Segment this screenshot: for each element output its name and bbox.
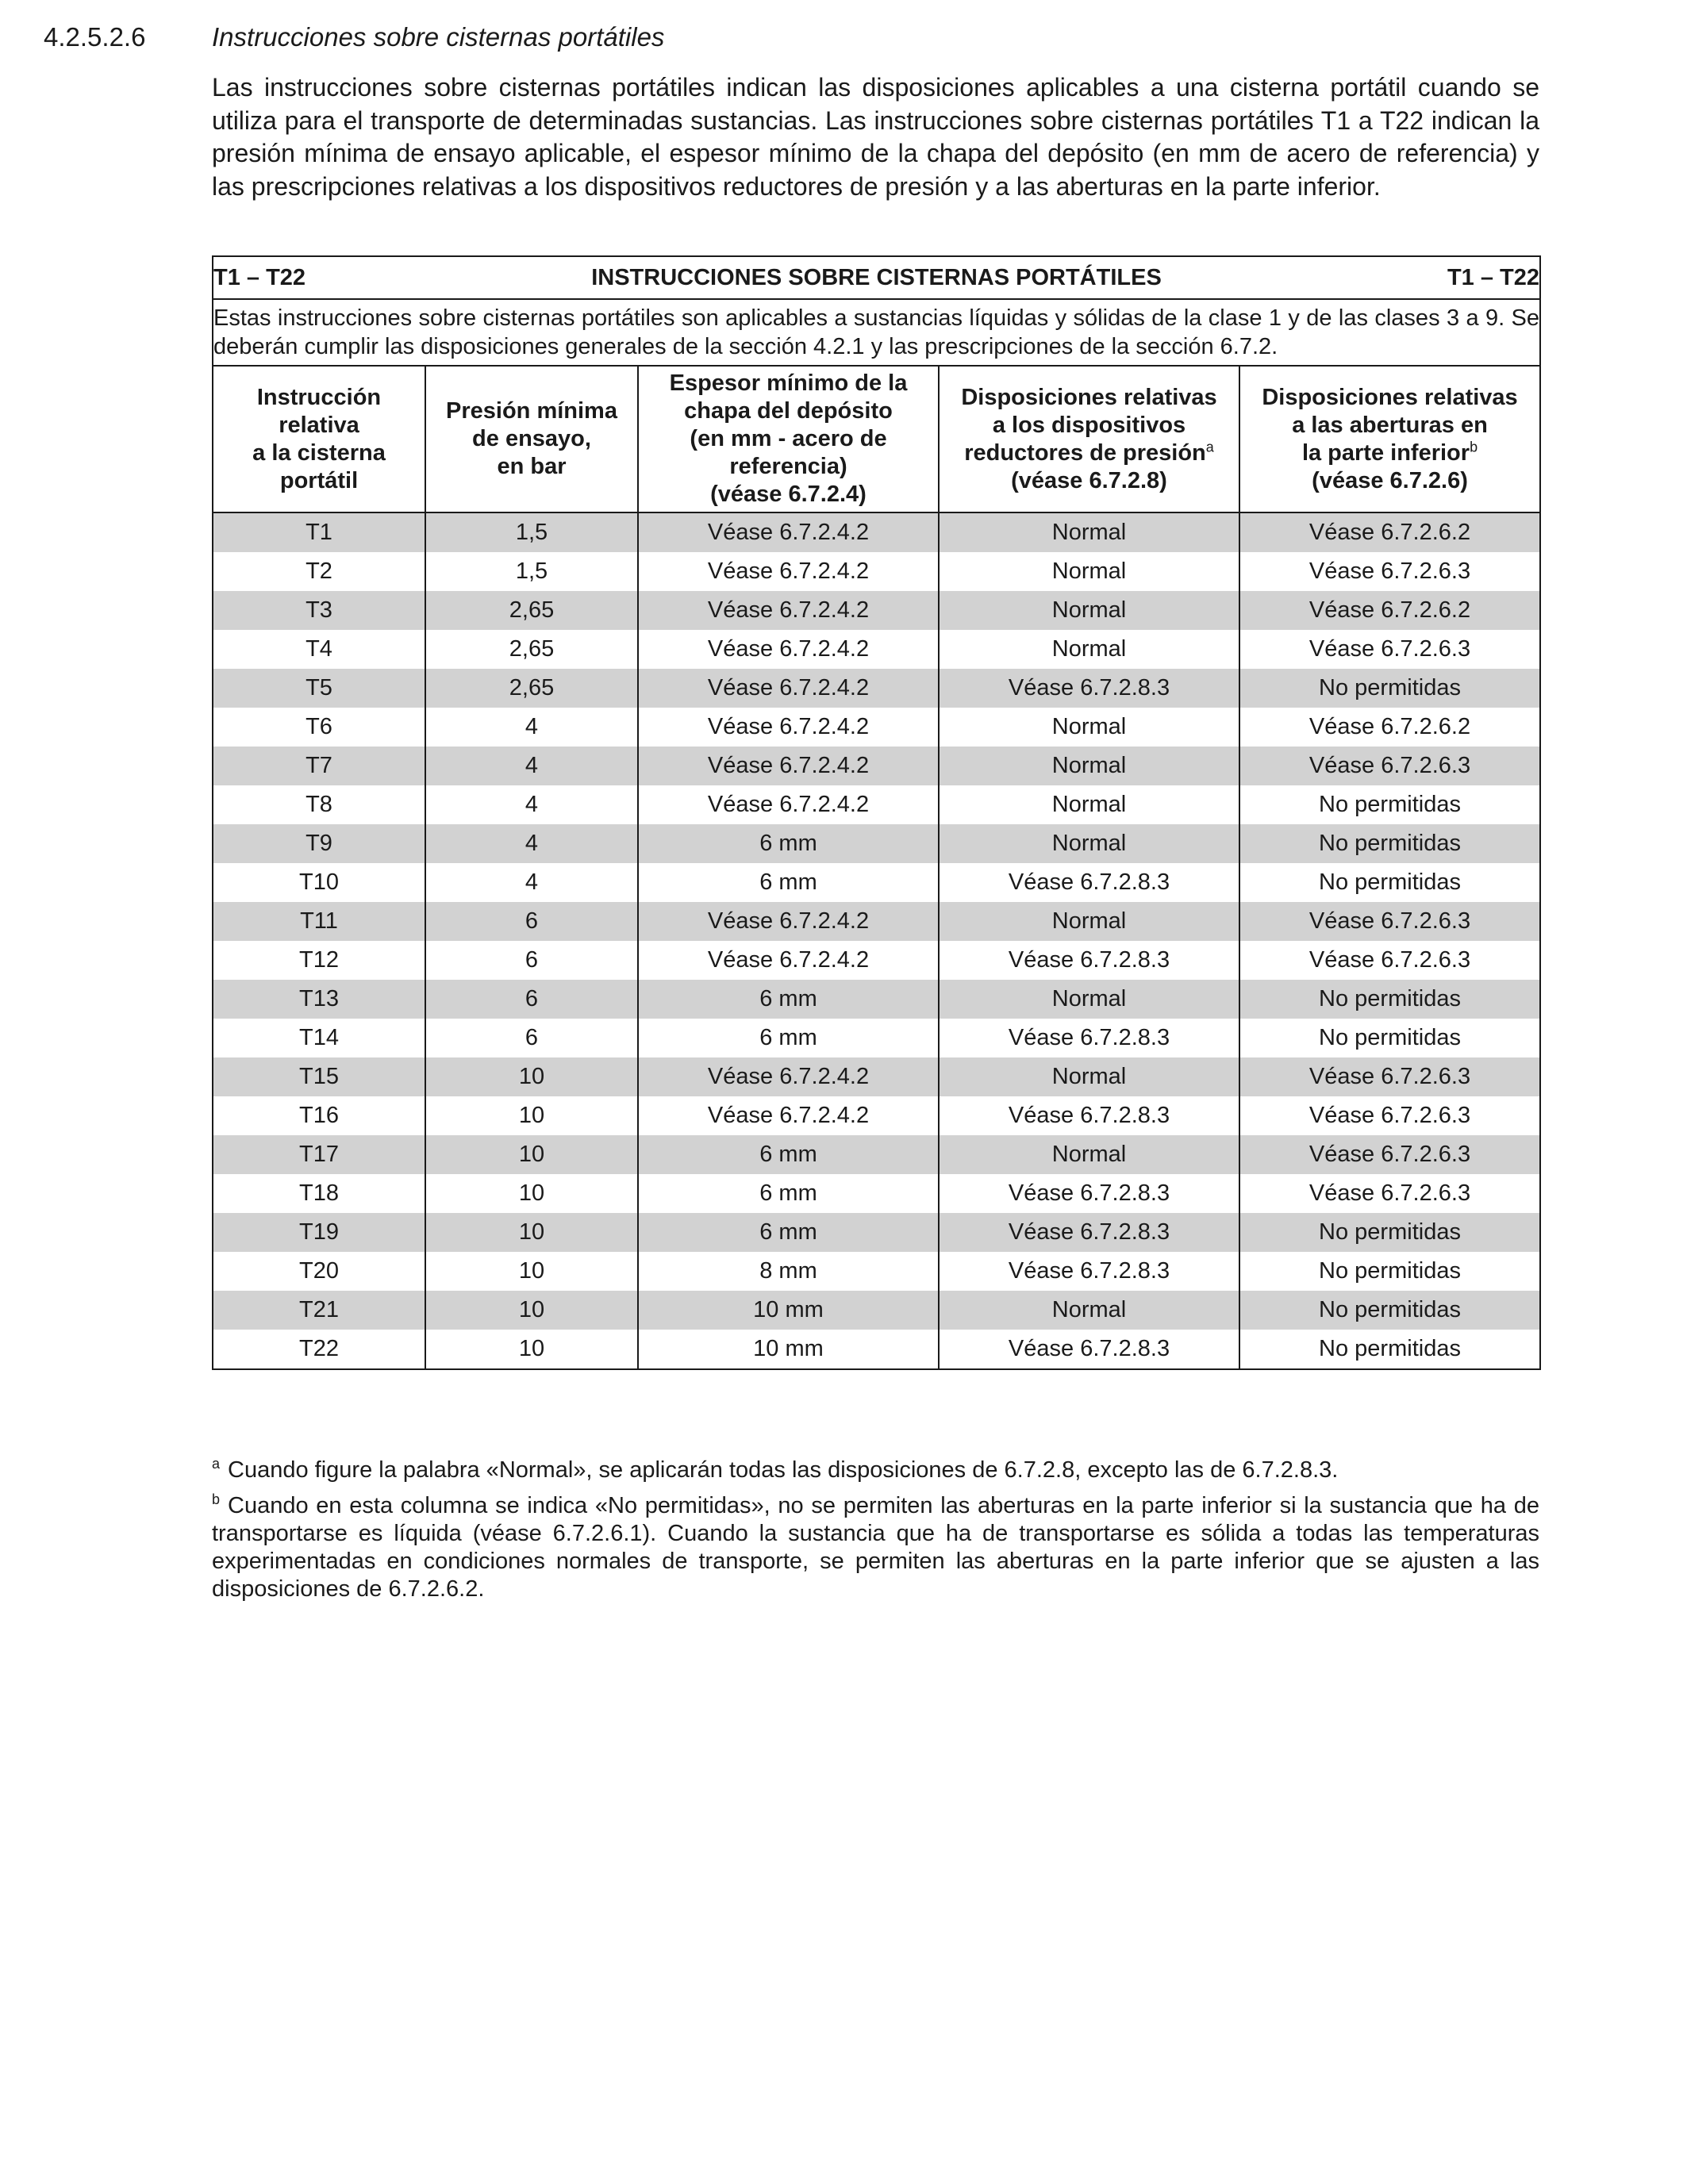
- table-cell: Normal: [939, 980, 1239, 1019]
- table-cell: 10: [425, 1096, 638, 1135]
- table-cell: 8 mm: [638, 1252, 939, 1291]
- table-code-left: T1 – T22: [213, 264, 306, 290]
- table-cell: Véase 6.7.2.8.3: [939, 1096, 1239, 1135]
- table-cell: 6 mm: [638, 1135, 939, 1174]
- table-row: [213, 1330, 1540, 1369]
- table-cell: No permitidas: [1239, 785, 1540, 824]
- table-cell: 2,65: [425, 630, 638, 669]
- table-cell: Véase 6.7.2.8.3: [939, 669, 1239, 708]
- table-cell: 6 mm: [638, 863, 939, 902]
- table-cell: 6: [425, 902, 638, 941]
- table-cell: Véase 6.7.2.4.2: [638, 785, 939, 824]
- table-row: [213, 630, 1540, 669]
- footnote-mark-b: b: [1470, 438, 1478, 455]
- table-cell: T14: [213, 1019, 425, 1057]
- table-code-right: T1 – T22: [1447, 264, 1539, 290]
- table-cell: T17: [213, 1135, 425, 1174]
- table-cell: 4: [425, 863, 638, 902]
- table-cell: Véase 6.7.2.4.2: [638, 708, 939, 747]
- table-applicability-text: Estas instrucciones sobre cisternas portátiles son aplicables a sustancias líquidas y sólidas de la clase 1 y de las clases 3 a 9. Se deberán cumplir las disposiciones generales de la sección 4.2.1 y las prescripciones de la sección 6.7.2.: [213, 299, 1540, 366]
- table-cell: Véase 6.7.2.8.3: [939, 1330, 1239, 1369]
- table-cell: T13: [213, 980, 425, 1019]
- table-cell: Véase 6.7.2.8.3: [939, 1213, 1239, 1252]
- table-row: [213, 941, 1540, 980]
- table-cell: Véase 6.7.2.4.2: [638, 747, 939, 785]
- table-row: [213, 863, 1540, 902]
- footnote-mark-a: a: [1205, 438, 1214, 455]
- table-cell: Véase 6.7.2.6.3: [1239, 1135, 1540, 1174]
- table-cell: Normal: [939, 1057, 1239, 1096]
- header-instruction: Instrucción relativa a la cisterna portátil: [213, 366, 425, 512]
- table-cell: 10: [425, 1057, 638, 1096]
- table-cell: Normal: [939, 591, 1239, 630]
- table-cell: 6: [425, 941, 638, 980]
- table-cell: T15: [213, 1057, 425, 1096]
- header-min-shell-thickness: Espesor mínimo de la chapa del depósito (en mm - acero de referencia) (véase 6.7.2.4): [638, 366, 939, 512]
- table-cell: Véase 6.7.2.6.2: [1239, 708, 1540, 747]
- table-cell: No permitidas: [1239, 1291, 1540, 1330]
- table-cell: Véase 6.7.2.6.3: [1239, 747, 1540, 785]
- table-cell: Véase 6.7.2.4.2: [638, 630, 939, 669]
- table-cell: 4: [425, 824, 638, 863]
- table-cell: 10: [425, 1213, 638, 1252]
- table-row: [213, 824, 1540, 863]
- table-cell: T2: [213, 552, 425, 591]
- table-row: [213, 1174, 1540, 1213]
- table-cell: 6 mm: [638, 824, 939, 863]
- table-body: [213, 512, 1540, 1369]
- table-row: [213, 980, 1540, 1019]
- table-cell: Véase 6.7.2.4.2: [638, 552, 939, 591]
- table-cell: T1: [213, 512, 425, 552]
- table-row: [213, 669, 1540, 708]
- table-cell: Normal: [939, 630, 1239, 669]
- table-cell: Véase 6.7.2.6.3: [1239, 902, 1540, 941]
- table-row: [213, 512, 1540, 552]
- footnote-b: $^b$ Cuando en esta columna se indica «No permitidas», no se permiten las aberturas en la parte inferior si la sustancia que ha de transportarse es líquida (véase 6.7.2.6.1). Cuando la sustancia que ha de transportarse es sólida a todas las temperaturas experimentadas en condiciones normales de transporte, se permiten las aberturas en la parte inferior que se ajusten a las disposiciones de 6.7.2.6.2.: [212, 1491, 1539, 1602]
- table-cell: No permitidas: [1239, 1019, 1540, 1057]
- table-cell: 6 mm: [638, 1174, 939, 1213]
- table-cell: Véase 6.7.2.6.3: [1239, 941, 1540, 980]
- table-cell: T9: [213, 824, 425, 863]
- header-pressure-relief-provisions: Disposiciones relativas a los dispositivos reductores de presión$^a$ (véase 6.7.2.8): [939, 366, 1239, 512]
- table-cell: T10: [213, 863, 425, 902]
- table-cell: 1,5: [425, 552, 638, 591]
- table-cell: Véase 6.7.2.6.3: [1239, 630, 1540, 669]
- table-cell: Véase 6.7.2.4.2: [638, 902, 939, 941]
- table-cell: No permitidas: [1239, 1252, 1540, 1291]
- table-row: [213, 1019, 1540, 1057]
- table-cell: T19: [213, 1213, 425, 1252]
- table-row: [213, 1135, 1540, 1174]
- table-cell: No permitidas: [1239, 824, 1540, 863]
- table-row: [213, 708, 1540, 747]
- table-cell: 4: [425, 708, 638, 747]
- table-cell: T11: [213, 902, 425, 941]
- table-cell: No permitidas: [1239, 863, 1540, 902]
- table-row: [213, 1291, 1540, 1330]
- table-cell: T18: [213, 1174, 425, 1213]
- footnote-a: $^a$ Cuando figure la palabra «Normal», se aplicarán todas las disposiciones de 6.7.2.8, excepto las de 6.7.2.8.3.: [212, 1456, 1339, 1483]
- table-row: [213, 1213, 1540, 1252]
- table-cell: Véase 6.7.2.8.3: [939, 1174, 1239, 1213]
- table-cell: 4: [425, 747, 638, 785]
- table-cell: 10: [425, 1330, 638, 1369]
- table-cell: 2,65: [425, 669, 638, 708]
- table-cell: No permitidas: [1239, 669, 1540, 708]
- table-row: [213, 747, 1540, 785]
- table-cell: Normal: [939, 1135, 1239, 1174]
- table-cell: No permitidas: [1239, 980, 1540, 1019]
- table-cell: Véase 6.7.2.6.3: [1239, 1096, 1540, 1135]
- table-cell: T12: [213, 941, 425, 980]
- intro-paragraph: Las instrucciones sobre cisternas portátiles indican las disposiciones aplicables a una cisterna portátil cuando se utiliza para el transporte de determinadas sustancias. Las instrucciones sobre cisternas portátiles T1 a T22 indican la presión mínima de ensayo aplicable, el espesor mínimo de la chapa del depósito (en mm de acero de referencia) y las prescripciones relativas a los dispositivos reductores de presión y a las aberturas en la parte inferior.: [212, 73, 1539, 201]
- table-cell: T20: [213, 1252, 425, 1291]
- table-cell: Normal: [939, 747, 1239, 785]
- table-cell: Normal: [939, 785, 1239, 824]
- table-row: [213, 902, 1540, 941]
- table-header-row: [213, 366, 1540, 512]
- table-cell: Véase 6.7.2.4.2: [638, 669, 939, 708]
- table-cell: Véase 6.7.2.4.2: [638, 591, 939, 630]
- table-cell: Véase 6.7.2.6.3: [1239, 1174, 1540, 1213]
- table-cell: 6: [425, 1019, 638, 1057]
- table-cell: Normal: [939, 708, 1239, 747]
- table-cell: T5: [213, 669, 425, 708]
- table-cell: 10: [425, 1174, 638, 1213]
- table-cell: T8: [213, 785, 425, 824]
- section-title: Instrucciones sobre cisternas portátiles: [212, 22, 665, 52]
- table-cell: 10: [425, 1291, 638, 1330]
- header-bottom-opening-provisions: Disposiciones relativas a las aberturas en la parte inferior$^b$ (véase 6.7.2.6): [1239, 366, 1540, 512]
- table-cell: 2,65: [425, 591, 638, 630]
- table-cell: Normal: [939, 512, 1239, 552]
- table-row: [213, 1096, 1540, 1135]
- table-cell: Normal: [939, 902, 1239, 941]
- table-cell: 6: [425, 980, 638, 1019]
- table-applicability-row: [213, 299, 1540, 366]
- table-row: [213, 591, 1540, 630]
- table-cell: Véase 6.7.2.8.3: [939, 1019, 1239, 1057]
- table-cell: T3: [213, 591, 425, 630]
- table-row: [213, 785, 1540, 824]
- table-cell: 1,5: [425, 512, 638, 552]
- table-cell: No permitidas: [1239, 1213, 1540, 1252]
- table-cell: Véase 6.7.2.4.2: [638, 1096, 939, 1135]
- table-cell: 6 mm: [638, 1019, 939, 1057]
- table-cell: 6 mm: [638, 980, 939, 1019]
- header-min-test-pressure: Presión mínima de ensayo, en bar: [425, 366, 638, 512]
- table-cell: Véase 6.7.2.6.3: [1239, 1057, 1540, 1096]
- footnotes: [212, 1457, 1539, 1611]
- table-cell: 6 mm: [638, 1213, 939, 1252]
- table-title-row: [213, 256, 1540, 299]
- table-cell: T22: [213, 1330, 425, 1369]
- table-cell: 10: [425, 1135, 638, 1174]
- table-cell: 10: [425, 1252, 638, 1291]
- table-cell: Véase 6.7.2.4.2: [638, 941, 939, 980]
- table-cell: Véase 6.7.2.4.2: [638, 512, 939, 552]
- table-cell: T4: [213, 630, 425, 669]
- table-row: [213, 552, 1540, 591]
- table-cell: Véase 6.7.2.6.2: [1239, 512, 1540, 552]
- table-cell: T6: [213, 708, 425, 747]
- table-cell: 10 mm: [638, 1291, 939, 1330]
- table-row: [213, 1252, 1540, 1291]
- table-cell: Normal: [939, 1291, 1239, 1330]
- section-number: 4.2.5.2.6: [44, 22, 146, 52]
- table-cell: T21: [213, 1291, 425, 1330]
- table-cell: T7: [213, 747, 425, 785]
- table-cell: Véase 6.7.2.4.2: [638, 1057, 939, 1096]
- table-cell: Normal: [939, 824, 1239, 863]
- table-row: [213, 1057, 1540, 1096]
- portable-tank-instructions-table: [212, 255, 1541, 1370]
- table-cell: Normal: [939, 552, 1239, 591]
- section-heading: [44, 17, 1687, 57]
- table-cell: Véase 6.7.2.8.3: [939, 1252, 1239, 1291]
- table-cell: Véase 6.7.2.6.3: [1239, 552, 1540, 591]
- table-cell: No permitidas: [1239, 1330, 1540, 1369]
- table-title: INSTRUCCIONES SOBRE CISTERNAS PORTÁTILES: [591, 264, 1162, 290]
- table-cell: T16: [213, 1096, 425, 1135]
- table-cell: Véase 6.7.2.8.3: [939, 863, 1239, 902]
- table-cell: 4: [425, 785, 638, 824]
- table-cell: Véase 6.7.2.8.3: [939, 941, 1239, 980]
- table-cell: Véase 6.7.2.6.2: [1239, 591, 1540, 630]
- table-cell: 10 mm: [638, 1330, 939, 1369]
